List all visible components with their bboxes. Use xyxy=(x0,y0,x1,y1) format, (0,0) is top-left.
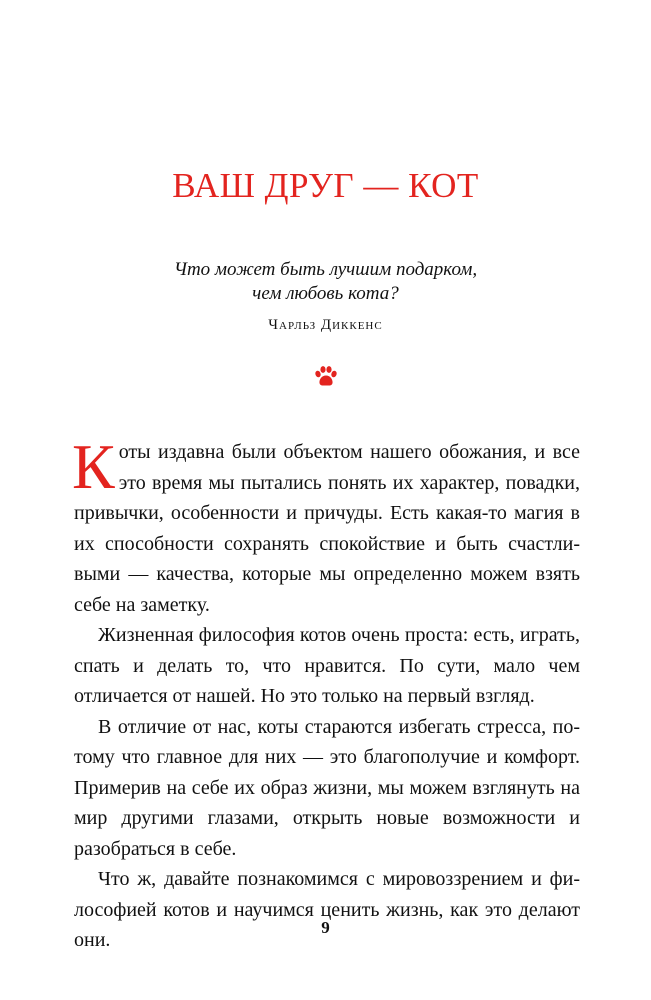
main-text xyxy=(72,431,580,956)
page-number: 9 xyxy=(321,918,330,937)
epigraph-author: Чарльз Диккенс xyxy=(268,317,383,333)
paragraph-1-text: оты издавна были объектом нашего обожания, и все это время мы пытались понять их характер, повадки, привычки, особенности и причуды. Есть какая-то магия в их способности сохранять спокойствие и быть счастливыми — качества, которые мы определенно можем взять себе на заметку. xyxy=(74,441,580,616)
epigraph-line-1: Что может быть лучшим подарком, xyxy=(173,259,478,280)
paw-print-icon xyxy=(313,364,339,390)
epigraph-line-2: чем любовь кота? xyxy=(252,283,399,304)
chapter-title: ВАШ ДРУГ — КОТ xyxy=(172,166,479,205)
paragraph-2: Жизненная философия котов очень проста: есть, играть, спать и делать то, что нравится. По сути, мало чем отличается от нашей. Но это только на первый взгляд. xyxy=(74,624,580,707)
paragraph-3: В отличие от нас, коты стараются избегать стресса, потому что главное для них — это благополучие и комфорт. Примерив на себе их образ жизни, мы можем взглянуть на мир другими глазами, открыть новые возможности и разобраться в себе. xyxy=(74,715,580,860)
epigraph-quote xyxy=(0,258,651,306)
paragraph-1 xyxy=(72,431,580,620)
paragraph-4: Что ж, давайте познакомимся с мировоззрением и философией котов и научимся ценить жизнь, как это делают они. xyxy=(74,868,580,951)
drop-cap: К xyxy=(72,431,115,502)
